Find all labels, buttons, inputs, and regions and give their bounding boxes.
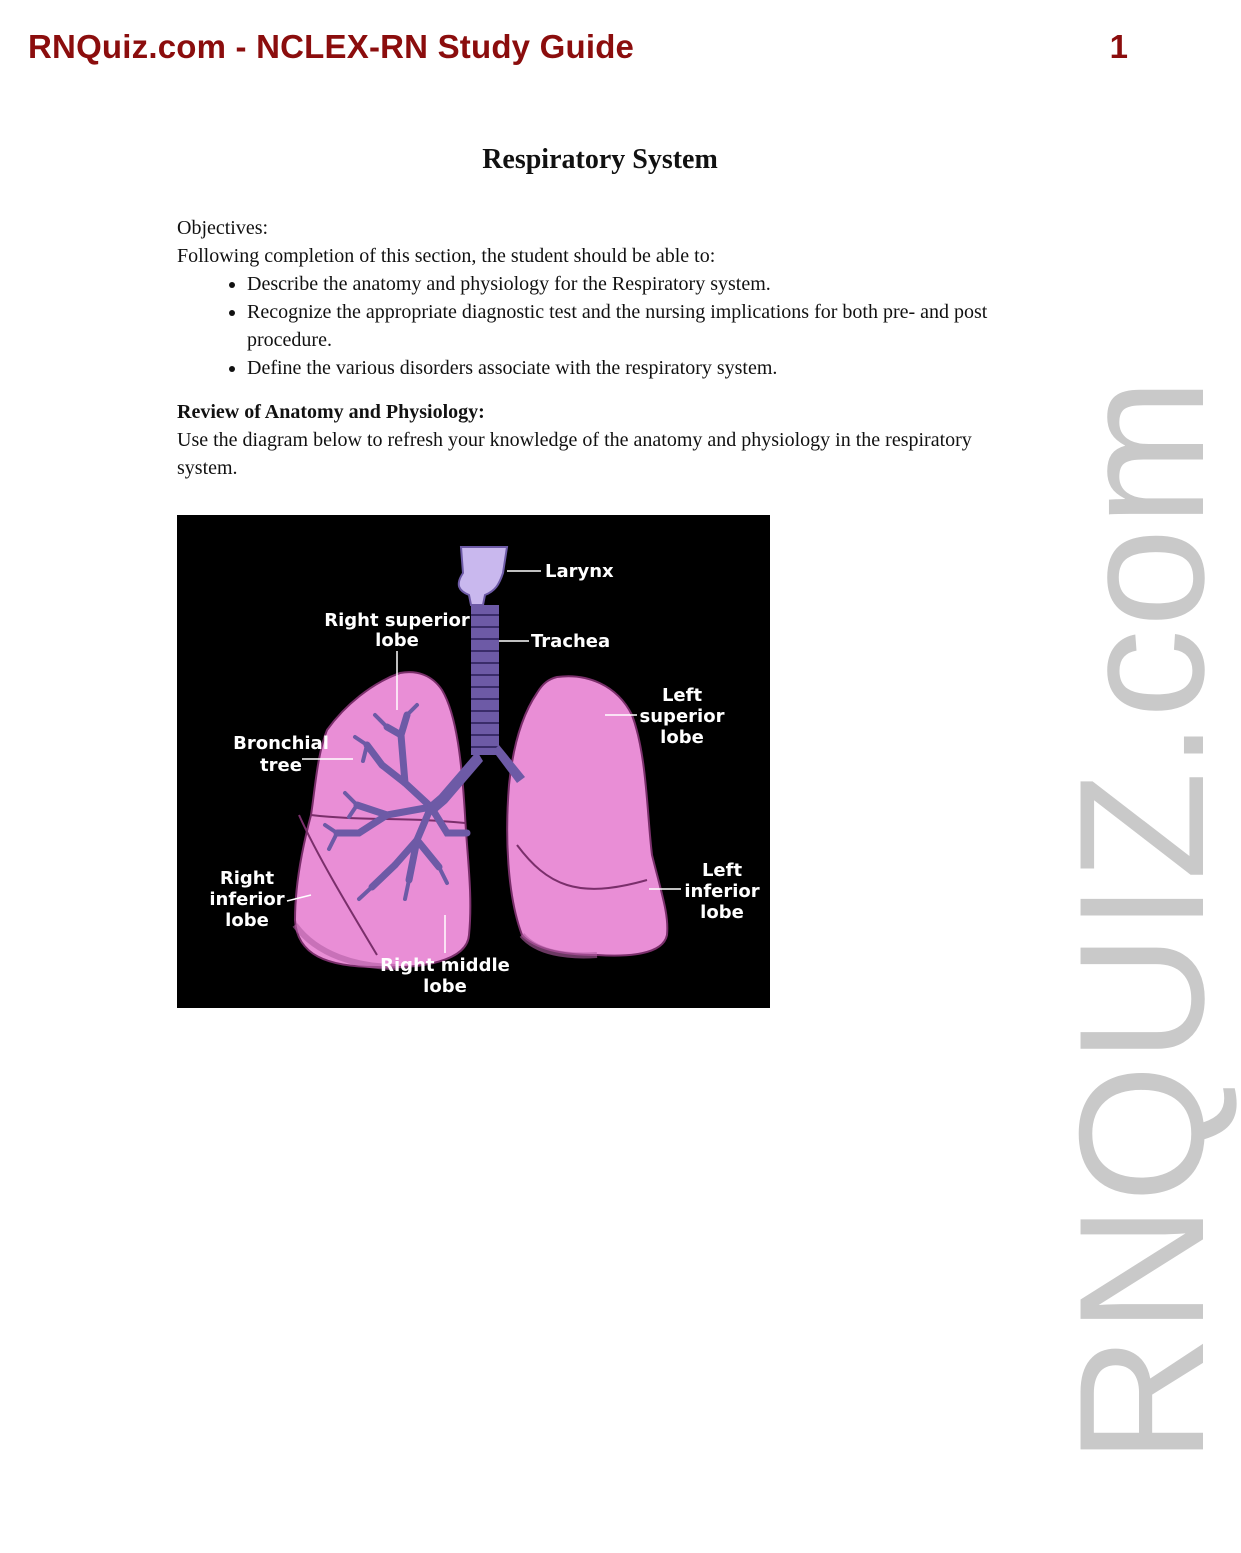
label-right-inferior-line2: inferior <box>209 889 285 910</box>
label-trachea: Trachea <box>531 631 611 652</box>
objective-item: • Recognize the appropriate diagnostic test and the nursing implications for both pre- and post procedure. <box>247 298 1027 354</box>
objectives-label: Objectives: <box>177 217 269 239</box>
label-left-superior-line2: superior <box>639 706 725 727</box>
lung-illustration <box>177 515 770 1008</box>
label-right-middle-line1: Right middle <box>380 955 510 976</box>
label-left-superior-line1: Left <box>661 685 703 706</box>
label-right-superior-line2: lobe <box>375 630 419 651</box>
objectives-list <box>177 270 1027 382</box>
page-title: Respiratory System <box>482 144 718 175</box>
label-right-inferior-line3: lobe <box>225 910 269 931</box>
objectives-intro: Following completion of this section, the student should be able to: <box>177 245 716 267</box>
header-title: RNQuiz.com - NCLEX-RN Study Guide <box>28 28 635 65</box>
label-left-inferior-line3: lobe <box>700 902 744 923</box>
review-heading: Review of Anatomy and Physiology: <box>177 401 485 423</box>
watermark: RNQUIZ.com <box>1042 376 1241 1464</box>
document-body <box>177 214 1027 482</box>
label-right-middle-line2: lobe <box>423 976 467 997</box>
label-left-inferior-line2: inferior <box>684 881 760 902</box>
objective-item: • Define the various disorders associate with the respiratory system. <box>247 354 1027 382</box>
respiratory-diagram <box>177 515 770 1008</box>
label-right-inferior-line1: Right <box>219 868 275 889</box>
label-bronchial-line1: Bronchial <box>233 733 329 754</box>
label-larynx: Larynx <box>545 561 614 582</box>
page-number: 1 <box>1109 28 1128 65</box>
objective-item: • Describe the anatomy and physiology for the Respiratory system. <box>247 270 1027 298</box>
review-text: Use the diagram below to refresh your knowledge of the anatomy and physiology in the respiratory system. <box>177 429 972 479</box>
label-bronchial-line2: tree <box>260 755 302 776</box>
label-left-inferior-line1: Left <box>701 860 743 881</box>
label-left-superior-line3: lobe <box>660 727 704 748</box>
label-right-superior-line1: Right superior <box>324 610 470 631</box>
